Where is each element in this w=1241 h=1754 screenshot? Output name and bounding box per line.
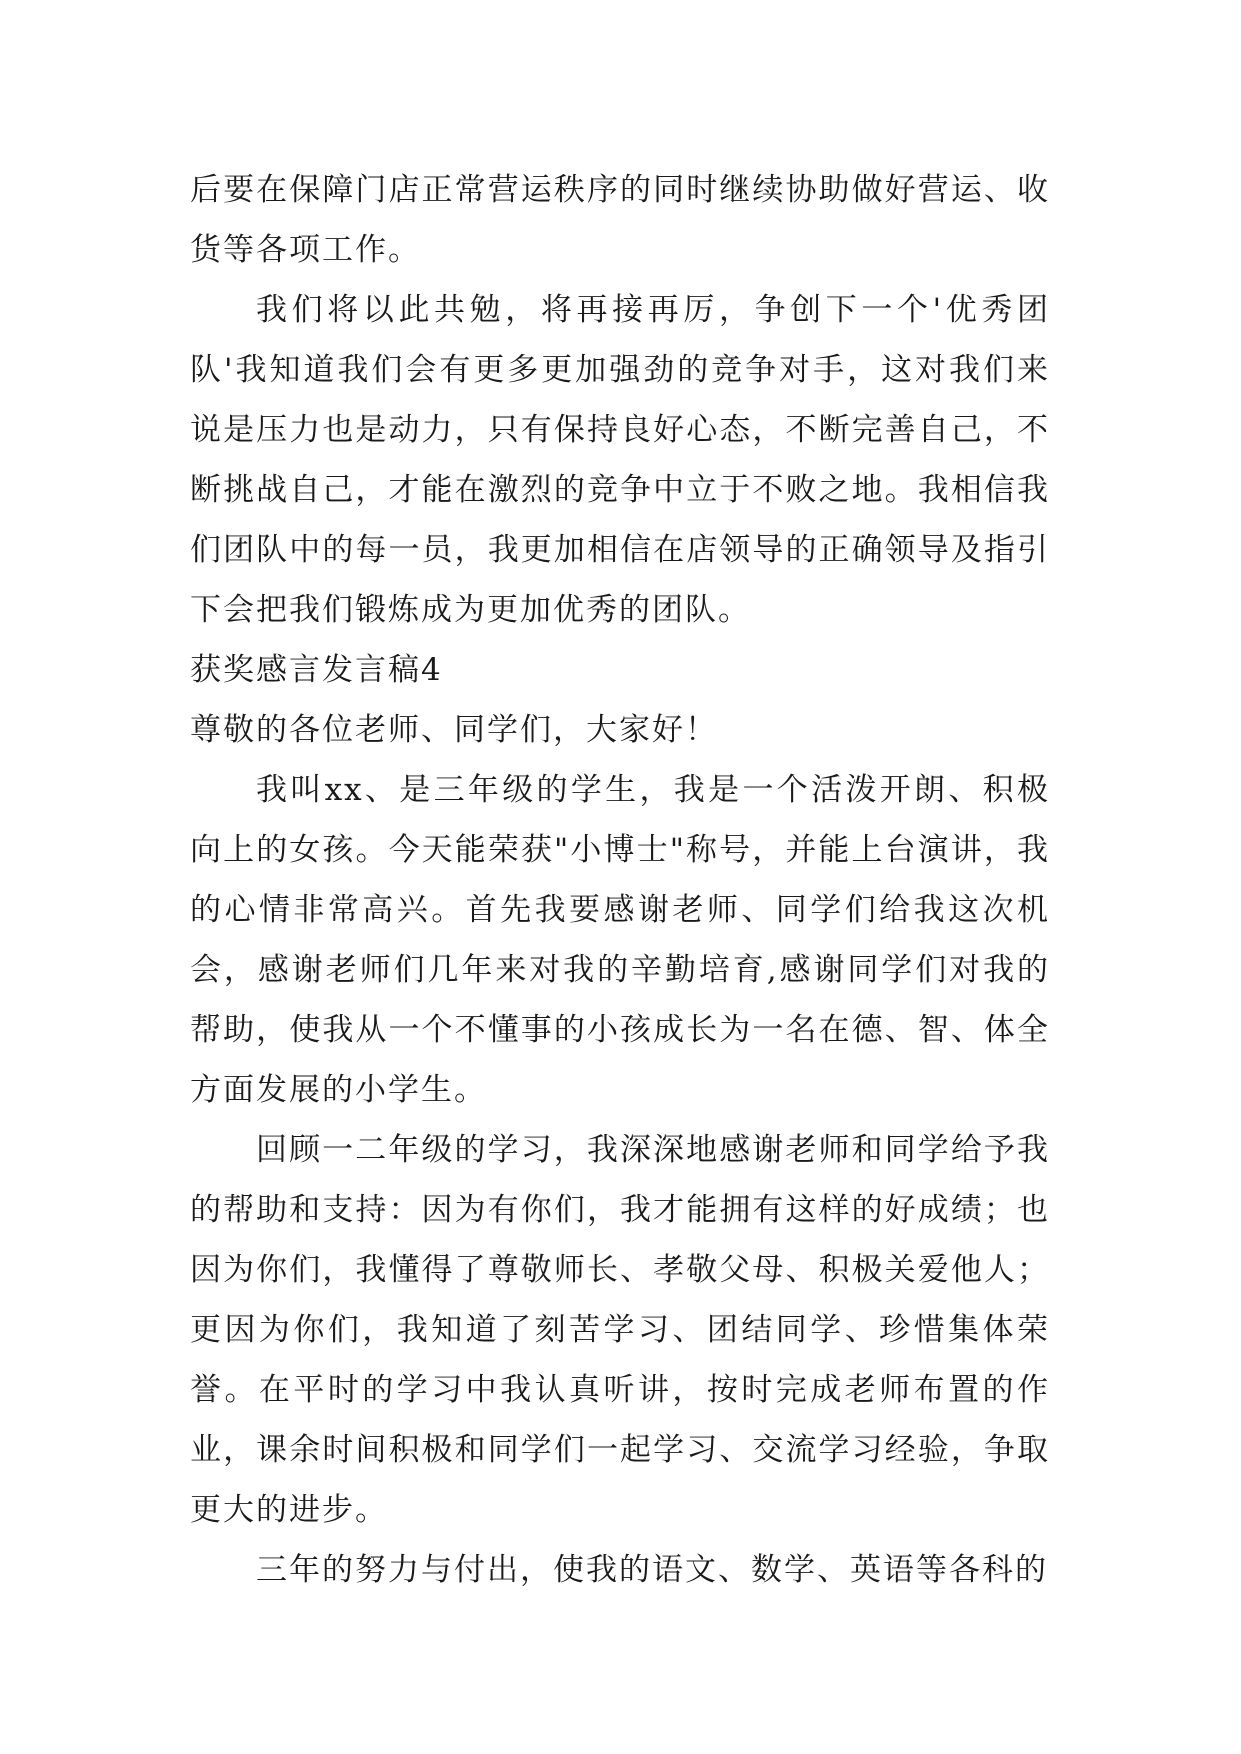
paragraph-introduction: 我叫xx、是三年级的学生，我是一个活泼开朗、积极向上的女孩。今天能荣获"小博士"称号，并能上台演讲，我的心情非常高兴。首先我要感谢老师、同学们给我这次机会，感谢老师们几年来对我的辛勤培育,感谢同学们对我的帮助，使我从一个不懂事的小孩成长为一名在德、智、体全方面发展的小学生。 (190, 772, 1050, 1108)
section-heading: 获奖感言发言稿4 (190, 652, 443, 688)
paragraph-continuation: 后要在保障门店正常营运秩序的同时继续协助做好营运、收货等各项工作。 (190, 172, 1050, 268)
document-body (190, 160, 1050, 1600)
salutation: 尊敬的各位老师、同学们，大家好！ (190, 712, 718, 748)
paragraph-review: 回顾一二年级的学习，我深深地感谢老师和同学给予我的帮助和支持：因为有你们，我才能拥有这样的好成绩；也因为你们，我懂得了尊敬师长、孝敬父母、积极关爱他人；更因为你们，我知道了刻苦学习、团结同学、珍惜集体荣誉。在平时的学习中我认真听讲，按时完成老师布置的作业，课余时间积极和同学们一起学习、交流学习经验，争取更大的进步。 (190, 1132, 1050, 1528)
paragraph-team-resolution: 我们将以此共勉，将再接再厉，争创下一个'优秀团队'我知道我们会有更多更加强劲的竞争对手，这对我们来说是压力也是动力，只有保持良好心态，不断完善自己，不断挑战自己，才能在激烈的竞争中立于不败之地。我相信我们团队中的每一员，我更加相信在店领导的正确领导及指引下会把我们锻炼成为更加优秀的团队。 (190, 292, 1050, 628)
paragraph-effort: 三年的努力与付出，使我的语文、数学、英语等各科的 (256, 1552, 1048, 1588)
